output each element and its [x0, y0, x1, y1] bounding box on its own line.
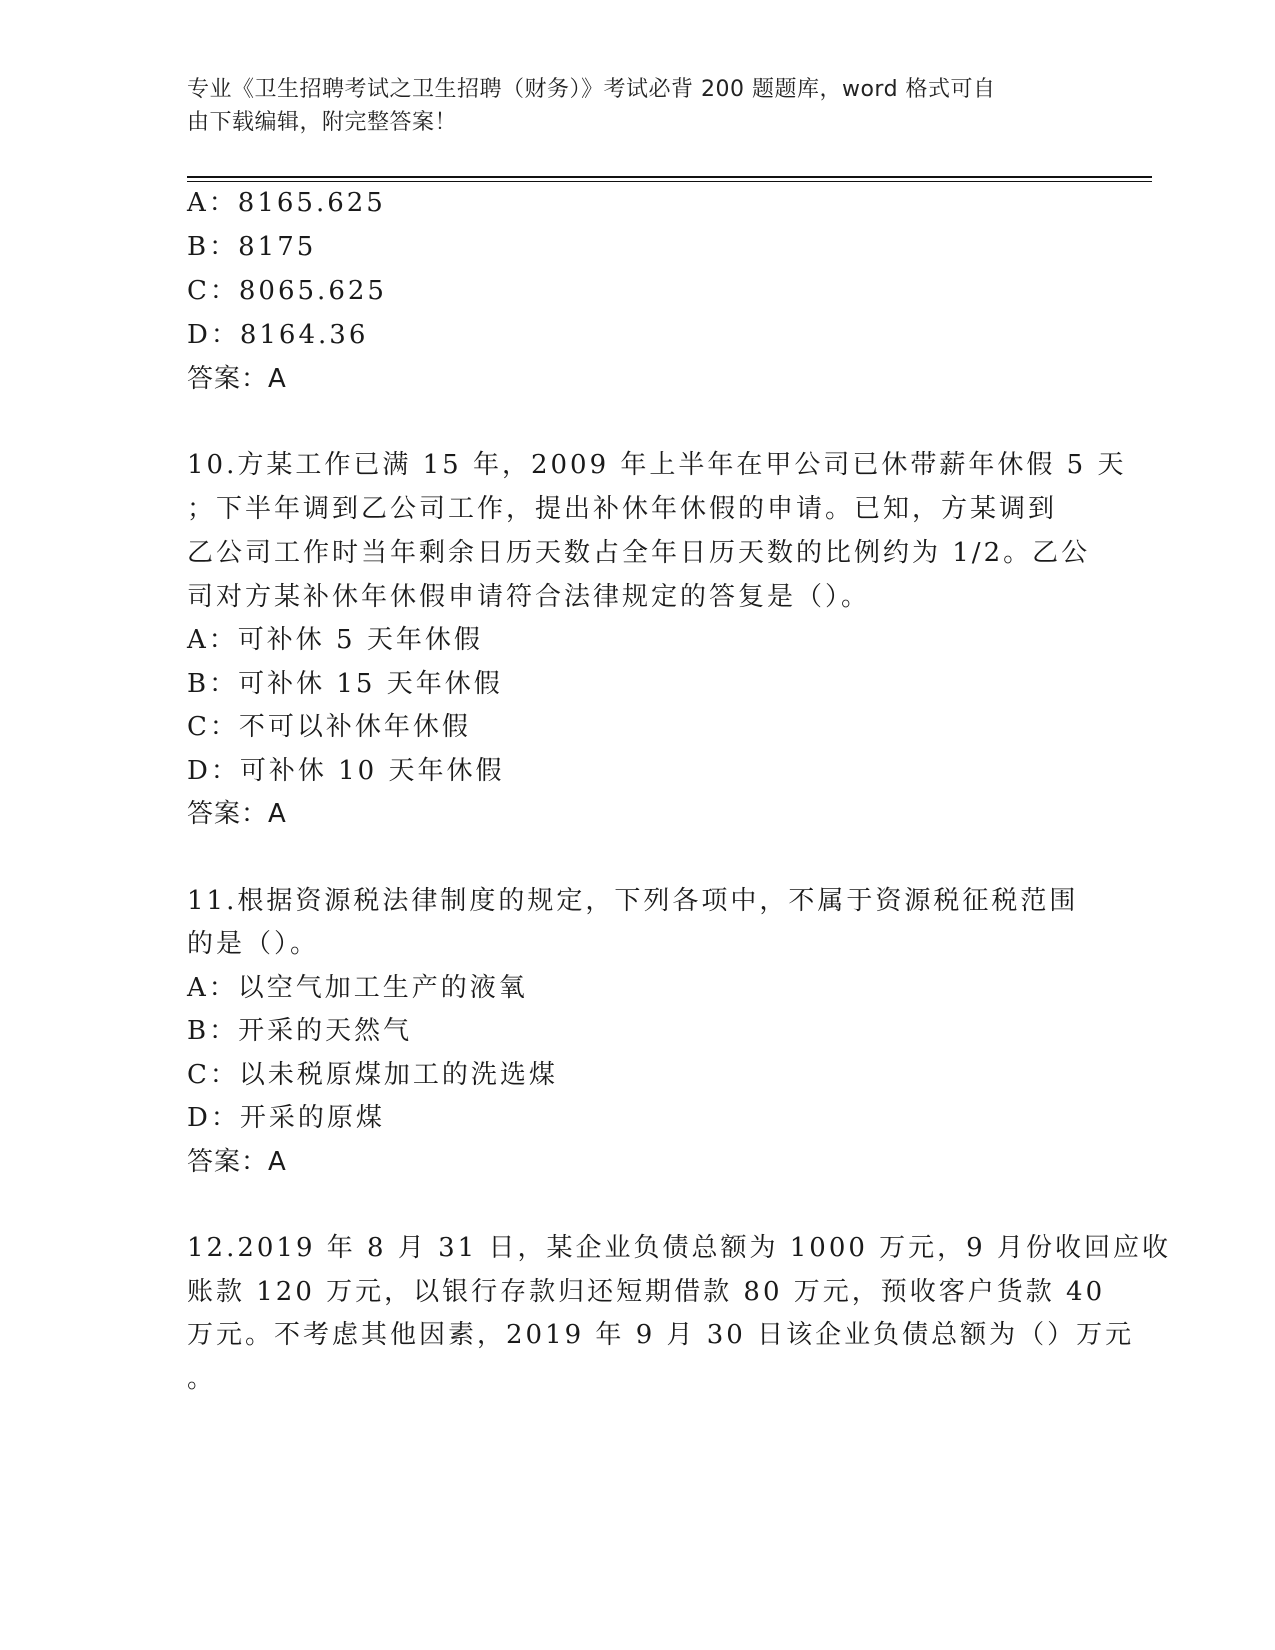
q10-text-line-1: 10.方某工作已满 15 年，2009 年上半年在甲公司已休带薪年休假 5 天 — [187, 450, 1127, 480]
q11-text-line-1: 11.根据资源税法律制度的规定，下列各项中，不属于资源税征税范围 — [187, 886, 1079, 916]
q12-text-line-2: 账款 120 万元，以银行存款归还短期借款 80 万元，预收客户货款 40 — [187, 1277, 1106, 1307]
q10-text-line-4: 司对方某补休年休假申请符合法律规定的答复是（）。 — [187, 582, 871, 612]
q10-option-d: D：可补休 10 天年休假 — [187, 756, 505, 786]
q11-option-a: A：以空气加工生产的液氧 — [187, 973, 528, 1003]
q10-option-a: A：可补休 5 天年休假 — [187, 625, 483, 655]
q10-answer: 答案：A — [187, 799, 287, 829]
q12-text-line-1: 12.2019 年 8 月 31 日，某企业负债总额为 1000 万元，9 月份收回应收 — [187, 1233, 1171, 1263]
q11-option-d: D：开采的原煤 — [187, 1103, 385, 1133]
header-line-1: 专业《卫生招聘考试之卫生招聘（财务）》考试必背 200 题题库，word 格式可自 — [187, 77, 996, 102]
header-rule-thick — [187, 176, 1152, 178]
q9-option-a: A：8165.625 — [187, 188, 386, 218]
q12-text-line-4: 。 — [187, 1364, 217, 1394]
header-rule-thin — [187, 181, 1152, 182]
header-line-2: 由下载编辑，附完整答案！ — [187, 110, 458, 135]
q11-text-line-2: 的是（）。 — [187, 929, 320, 959]
document-header — [187, 73, 1087, 139]
q10-option-b: B：可补休 15 天年休假 — [187, 669, 503, 699]
q11-option-b: B：开采的天然气 — [187, 1016, 413, 1046]
q10-option-c: C：不可以补休年休假 — [187, 712, 471, 742]
q9-option-c: C：8065.625 — [187, 276, 387, 306]
q11-option-c: C：以未税原煤加工的洗选煤 — [187, 1060, 558, 1090]
q9-answer: 答案：A — [187, 364, 287, 394]
q9-option-d: D：8164.36 — [187, 320, 369, 350]
q9-option-b: B：8175 — [187, 232, 317, 262]
q10-text-line-2: ；下半年调到乙公司工作，提出补休年休假的申请。已知，方某调到 — [187, 494, 1058, 524]
q10-text-line-3: 乙公司工作时当年剩余日历天数占全年日历天数的比例约为 1/2。乙公 — [187, 538, 1091, 568]
q12-text-line-3: 万元。不考虑其他因素，2019 年 9 月 30 日该企业负债总额为（）万元 — [187, 1320, 1135, 1350]
q11-answer: 答案：A — [187, 1147, 287, 1177]
